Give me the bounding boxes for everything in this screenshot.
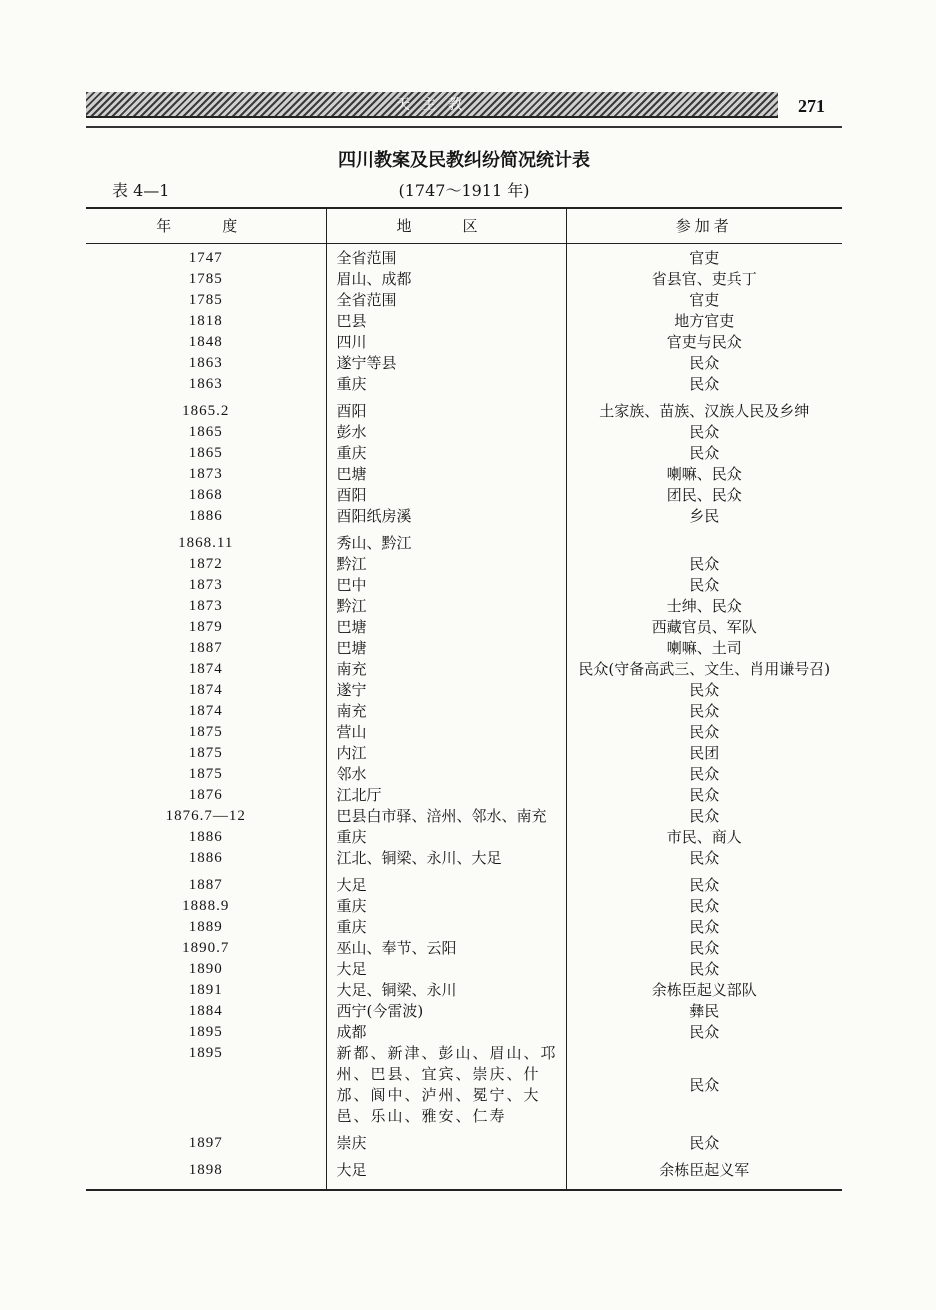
participants-cell: 土家族、苗族、汉族人民及乡绅 bbox=[566, 395, 842, 422]
column-header-year: 年 度 bbox=[86, 208, 326, 244]
year-cell: 1895 bbox=[188, 1024, 223, 1040]
participants-cell: 民众 bbox=[566, 869, 842, 896]
region-cell: 重庆 bbox=[326, 374, 566, 395]
table-row bbox=[86, 443, 842, 464]
year-cell: 1865 bbox=[188, 424, 223, 440]
table-row bbox=[86, 959, 842, 980]
table-row bbox=[86, 743, 842, 764]
table-row bbox=[86, 422, 842, 443]
year-cell: 1888.9 bbox=[182, 898, 230, 914]
table-row bbox=[86, 701, 842, 722]
region-cell: 江北、铜梁、永川、大足 bbox=[326, 848, 566, 869]
table-row bbox=[86, 1001, 842, 1022]
participants-cell: 民众 bbox=[566, 896, 842, 917]
table-row bbox=[86, 848, 842, 869]
region-cell: 大足 bbox=[326, 869, 566, 896]
table-row bbox=[86, 917, 842, 938]
table-row bbox=[86, 485, 842, 506]
year-cell: 1895 bbox=[188, 1045, 223, 1061]
region-cell: 巫山、奉节、云阳 bbox=[326, 938, 566, 959]
participants-cell: 余栋臣起义军 bbox=[566, 1154, 842, 1190]
column-header-participants: 参加者 bbox=[566, 208, 842, 244]
table-row bbox=[86, 575, 842, 596]
table-label: 表 4—1 bbox=[112, 181, 170, 200]
region-cell: 南充 bbox=[326, 659, 566, 680]
participants-cell: 民众(守备高武三、文生、肖用谦号召) bbox=[566, 659, 842, 680]
participants-cell: 地方官吏 bbox=[566, 311, 842, 332]
region-cell: 酉阳 bbox=[326, 485, 566, 506]
table-row bbox=[86, 596, 842, 617]
year-cell: 1886 bbox=[188, 850, 223, 866]
year-cell: 1886 bbox=[188, 829, 223, 845]
region-cell: 巴塘 bbox=[326, 464, 566, 485]
table-row bbox=[86, 269, 842, 290]
participants-cell: 喇嘛、民众 bbox=[566, 464, 842, 485]
participants-cell: 民众 bbox=[566, 680, 842, 701]
region-cell: 西宁(今雷波) bbox=[326, 1001, 566, 1022]
year-cell: 1747 bbox=[188, 250, 223, 266]
region-cell: 秀山、黔江 bbox=[326, 527, 566, 554]
table-row bbox=[86, 896, 842, 917]
year-cell: 1875 bbox=[188, 745, 223, 761]
participants-cell: 民众 bbox=[566, 1022, 842, 1043]
year-cell: 1897 bbox=[188, 1135, 223, 1151]
participants-cell bbox=[566, 527, 842, 554]
participants-cell: 喇嘛、土司 bbox=[566, 638, 842, 659]
year-cell: 1868.11 bbox=[178, 535, 234, 551]
year-cell: 1891 bbox=[188, 982, 223, 998]
table-row bbox=[86, 980, 842, 1001]
table-row bbox=[86, 290, 842, 311]
year-cell: 1873 bbox=[188, 466, 223, 482]
participants-cell: 团民、民众 bbox=[566, 485, 842, 506]
year-cell: 1874 bbox=[188, 682, 223, 698]
participants-cell: 民众 bbox=[566, 806, 842, 827]
region-cell: 巴塘 bbox=[326, 638, 566, 659]
year-cell: 1876 bbox=[188, 787, 223, 803]
table-row bbox=[86, 638, 842, 659]
year-cell: 1785 bbox=[188, 271, 223, 287]
region-cell: 黔江 bbox=[326, 596, 566, 617]
table-row bbox=[86, 311, 842, 332]
year-cell: 1868 bbox=[188, 487, 223, 503]
participants-cell: 民众 bbox=[566, 764, 842, 785]
region-cell: 酉阳 bbox=[326, 395, 566, 422]
region-cell: 巴县 bbox=[326, 311, 566, 332]
region-cell: 邻水 bbox=[326, 764, 566, 785]
year-cell: 1873 bbox=[188, 598, 223, 614]
participants-cell: 民众 bbox=[566, 701, 842, 722]
table-row bbox=[86, 1043, 842, 1127]
year-cell: 1889 bbox=[188, 919, 223, 935]
region-cell: 新都、新津、彭山、眉山、邛州、巴县、宜宾、崇庆、什邡、阆中、泸州、冕宁、大邑、乐山、雅安、仁寿 bbox=[326, 1043, 566, 1127]
table-row bbox=[86, 1154, 842, 1190]
table-row bbox=[86, 617, 842, 638]
region-cell: 全省范围 bbox=[326, 290, 566, 311]
table-row bbox=[86, 827, 842, 848]
region-cell: 重庆 bbox=[326, 896, 566, 917]
region-cell: 成都 bbox=[326, 1022, 566, 1043]
year-cell: 1875 bbox=[188, 766, 223, 782]
region-cell: 遂宁等县 bbox=[326, 353, 566, 374]
year-cell: 1863 bbox=[188, 355, 223, 371]
table-row bbox=[86, 506, 842, 527]
participants-cell: 士绅、民众 bbox=[566, 596, 842, 617]
table-row bbox=[86, 353, 842, 374]
year-cell: 1887 bbox=[188, 640, 223, 656]
page-number: 271 bbox=[798, 96, 825, 116]
year-cell: 1875 bbox=[188, 724, 223, 740]
year-cell: 1874 bbox=[188, 703, 223, 719]
statistics-table bbox=[86, 207, 842, 1191]
table-row bbox=[86, 722, 842, 743]
participants-cell: 西藏官员、军队 bbox=[566, 617, 842, 638]
participants-cell: 民众 bbox=[566, 959, 842, 980]
table-period: (1747～1911 年) bbox=[398, 181, 530, 200]
year-cell: 1785 bbox=[188, 292, 223, 308]
year-cell: 1887 bbox=[188, 877, 223, 893]
region-cell: 黔江 bbox=[326, 554, 566, 575]
participants-cell: 民众 bbox=[566, 917, 842, 938]
participants-cell: 民众 bbox=[566, 722, 842, 743]
region-cell: 遂宁 bbox=[326, 680, 566, 701]
year-cell: 1874 bbox=[188, 661, 223, 677]
year-cell: 1848 bbox=[188, 334, 223, 350]
region-cell: 巴塘 bbox=[326, 617, 566, 638]
region-cell: 四川 bbox=[326, 332, 566, 353]
participants-cell: 民众 bbox=[566, 554, 842, 575]
year-cell: 1890 bbox=[188, 961, 223, 977]
participants-cell: 民众 bbox=[566, 374, 842, 395]
region-cell: 重庆 bbox=[326, 827, 566, 848]
table-row bbox=[86, 938, 842, 959]
year-cell: 1890.7 bbox=[182, 940, 230, 956]
year-cell: 1898 bbox=[188, 1162, 223, 1178]
year-cell: 1865.2 bbox=[182, 403, 230, 419]
participants-cell: 省县官、吏兵丁 bbox=[566, 269, 842, 290]
region-cell: 南充 bbox=[326, 701, 566, 722]
region-cell: 重庆 bbox=[326, 443, 566, 464]
table-row bbox=[86, 764, 842, 785]
table-row bbox=[86, 332, 842, 353]
table-header-row bbox=[86, 208, 842, 244]
region-cell: 江北厅 bbox=[326, 785, 566, 806]
table-row bbox=[86, 785, 842, 806]
table-row bbox=[86, 554, 842, 575]
participants-cell: 民众 bbox=[566, 422, 842, 443]
region-cell: 营山 bbox=[326, 722, 566, 743]
year-cell: 1818 bbox=[188, 313, 223, 329]
table-row bbox=[86, 464, 842, 485]
table-row bbox=[86, 869, 842, 896]
region-cell: 彭水 bbox=[326, 422, 566, 443]
region-cell: 眉山、成都 bbox=[326, 269, 566, 290]
region-cell: 崇庆 bbox=[326, 1127, 566, 1154]
year-cell: 1879 bbox=[188, 619, 223, 635]
year-cell: 1872 bbox=[188, 556, 223, 572]
table-title: 四川教案及民教纠纷简况统计表 bbox=[338, 150, 590, 171]
year-cell: 1886 bbox=[188, 508, 223, 524]
participants-cell: 民众 bbox=[566, 353, 842, 374]
participants-cell: 民众 bbox=[566, 1043, 842, 1127]
section-title: 天主教 bbox=[396, 97, 474, 113]
year-cell: 1863 bbox=[188, 376, 223, 392]
table-row bbox=[86, 1022, 842, 1043]
year-cell: 1876.7—12 bbox=[165, 808, 246, 824]
year-cell: 1873 bbox=[188, 577, 223, 593]
region-cell: 大足 bbox=[326, 959, 566, 980]
region-cell: 巴中 bbox=[326, 575, 566, 596]
participants-cell: 官吏 bbox=[566, 244, 842, 270]
region-cell: 巴县白市驿、涪州、邻水、南充 bbox=[326, 806, 566, 827]
table-row bbox=[86, 680, 842, 701]
participants-cell: 民众 bbox=[566, 1127, 842, 1154]
region-cell: 内江 bbox=[326, 743, 566, 764]
participants-cell: 民众 bbox=[566, 848, 842, 869]
participants-cell: 民众 bbox=[566, 575, 842, 596]
participants-cell: 彝民 bbox=[566, 1001, 842, 1022]
table-row bbox=[86, 374, 842, 395]
participants-cell: 余栋臣起义部队 bbox=[566, 980, 842, 1001]
participants-cell: 市民、商人 bbox=[566, 827, 842, 848]
table-row bbox=[86, 659, 842, 680]
participants-cell: 乡民 bbox=[566, 506, 842, 527]
table-row bbox=[86, 395, 842, 422]
participants-cell: 民众 bbox=[566, 443, 842, 464]
region-cell: 酉阳纸房溪 bbox=[326, 506, 566, 527]
table-row bbox=[86, 806, 842, 827]
region-cell: 重庆 bbox=[326, 917, 566, 938]
region-cell: 大足、铜梁、永川 bbox=[326, 980, 566, 1001]
participants-cell: 民众 bbox=[566, 785, 842, 806]
table-row bbox=[86, 244, 842, 270]
table-row bbox=[86, 1127, 842, 1154]
participants-cell: 民团 bbox=[566, 743, 842, 764]
participants-cell: 官吏 bbox=[566, 290, 842, 311]
year-cell: 1865 bbox=[188, 445, 223, 461]
header-rule bbox=[86, 126, 842, 128]
region-cell: 全省范围 bbox=[326, 244, 566, 270]
column-header-region: 地 区 bbox=[326, 208, 566, 244]
participants-cell: 民众 bbox=[566, 938, 842, 959]
region-cell: 大足 bbox=[326, 1154, 566, 1190]
participants-cell: 官吏与民众 bbox=[566, 332, 842, 353]
table-row bbox=[86, 527, 842, 554]
table-body bbox=[86, 244, 842, 1191]
year-cell: 1884 bbox=[188, 1003, 223, 1019]
